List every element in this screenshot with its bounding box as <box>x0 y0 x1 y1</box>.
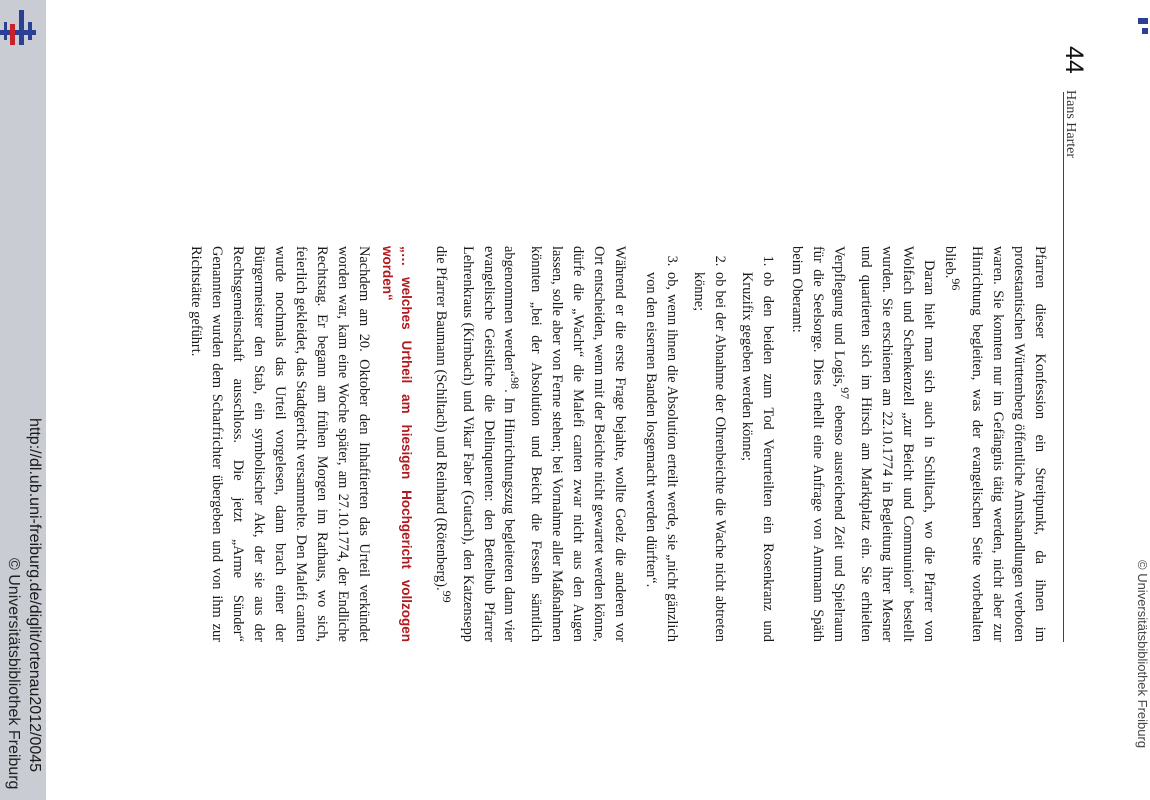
question-list <box>640 246 778 642</box>
paragraph-2-text: Daran hielt man sich auch in Schiltach, wo die Pfarrer von Wolfach und Schenkenzell „zur Beicht und Communion“ bestellt wurden. Sie erschienen am 22.10.1774 in Begleitung ihrer Mesner und quartierten sich im Hirsch am Marktplatz ein. Sie erhielten Verpflegung und Logis, <box>831 246 938 642</box>
list-item: 2. ob bei der Abnahme der Ohrenbeichte die Wache nicht abtreten könne; <box>688 270 730 642</box>
list-item: 3. ob, wenn ihnen die Absolution erteilt werde, sie „nicht gänzlich von den eisernen Banden losgemacht werden dürften“. <box>640 270 682 642</box>
paragraph-2 <box>786 246 939 642</box>
list-item: 1. ob den beiden zum Tod Verurteilten ein Rosenkranz und Kruzifix gegeben werden könne; <box>736 270 778 642</box>
header-rule <box>1063 92 1064 642</box>
right-edge-copyright: © Universitätsbibliothek Freiburg <box>1135 560 1150 749</box>
text-column <box>185 246 1050 642</box>
running-head-author: Hans Harter <box>1063 90 1078 159</box>
section-heading: „… welches Urtheil am hiesigen Hochgericht vollzogen worden“ <box>379 246 414 642</box>
paragraph-1-text: Pfarren dieser Konfession ein Streitpunkt, da ihnen im protestantischen Württemberg öffentliche Amtshandlungen verboten waren. Sie konnten nur im Gefängnis tätig werden, nicht aber zur Hinrichtung begleiten, was der evangelischen Seite vorbehalten blieb. <box>942 246 1048 642</box>
footnote-ref-97[interactable]: 97 <box>838 387 853 400</box>
footnote-ref-99[interactable]: 99 <box>439 590 454 603</box>
paragraph-3-text: Während er die erste Frage bejahte, wollte Goelz die anderen vor Ort entscheiden, wenn mit der Beichte nicht gewartet werden könne, dürfe die „Wacht“ die Malefi canten zwar nicht aus den Augen lassen, solle aber von Ferne stehen; bei Vornahme aller Maßnahmen könnten „bei der Absolution und Beicht die Fesseln sämtlich abgenommen werden“ <box>501 246 629 642</box>
source-url[interactable]: http://dl.ub.uni-freiburg.de/diglit/ortenau2012/0045 <box>26 418 43 773</box>
paragraph-3-text-cont: . Im Hinrichtungszug begleiteten dann vier evangelische Geistliche die Delinquenten: den Bettelbub Pfarrer Lehrenkraus (Kirnbach) und Vikar Faber (Gutach), den Katzensepp die Pfarrer Baumann (Schiltach) und Reinhard (Rötenberg). <box>432 246 518 642</box>
copyright-notice: © Universitätsbibliothek Freiburg <box>5 558 22 790</box>
paragraph-3 <box>430 246 631 642</box>
paragraph-4: Nachdem am 20. Oktober den Inhaftierten das Urteil verkündet worden war, kam eine Woche später, am 27.10.1774, der Endliche Rechtstag. Er begann am frühen Morgen im Rathaus, wo sich, feierlich gekleidet, das Stadtgericht versammelte. Den Malefi canten wurde nochmals das Urteil vorgelesen, dann brach einer der Bürgermeister den Stab, ein symbolischer Akt, der sie aus der Rechtsgemeinschaft ausschloss. Die jetzt „Arme Sünder“ Genannten wurden dem Scharfrichter übergeben und von ihm zur Richtstätte geführt. <box>187 246 372 642</box>
page-number: 44 <box>1060 46 1088 74</box>
paragraph-1 <box>939 246 1050 642</box>
footnote-ref-98[interactable]: 98 <box>508 377 523 390</box>
paragraph-2-text-cont: ebenso ausreichend Zeit und Spielraum für die Seelsorge. Dies erhellt eine Anfrage von Amtmann Späth beim Oberamt: <box>789 246 848 642</box>
footnote-ref-96[interactable]: 96 <box>949 278 963 291</box>
